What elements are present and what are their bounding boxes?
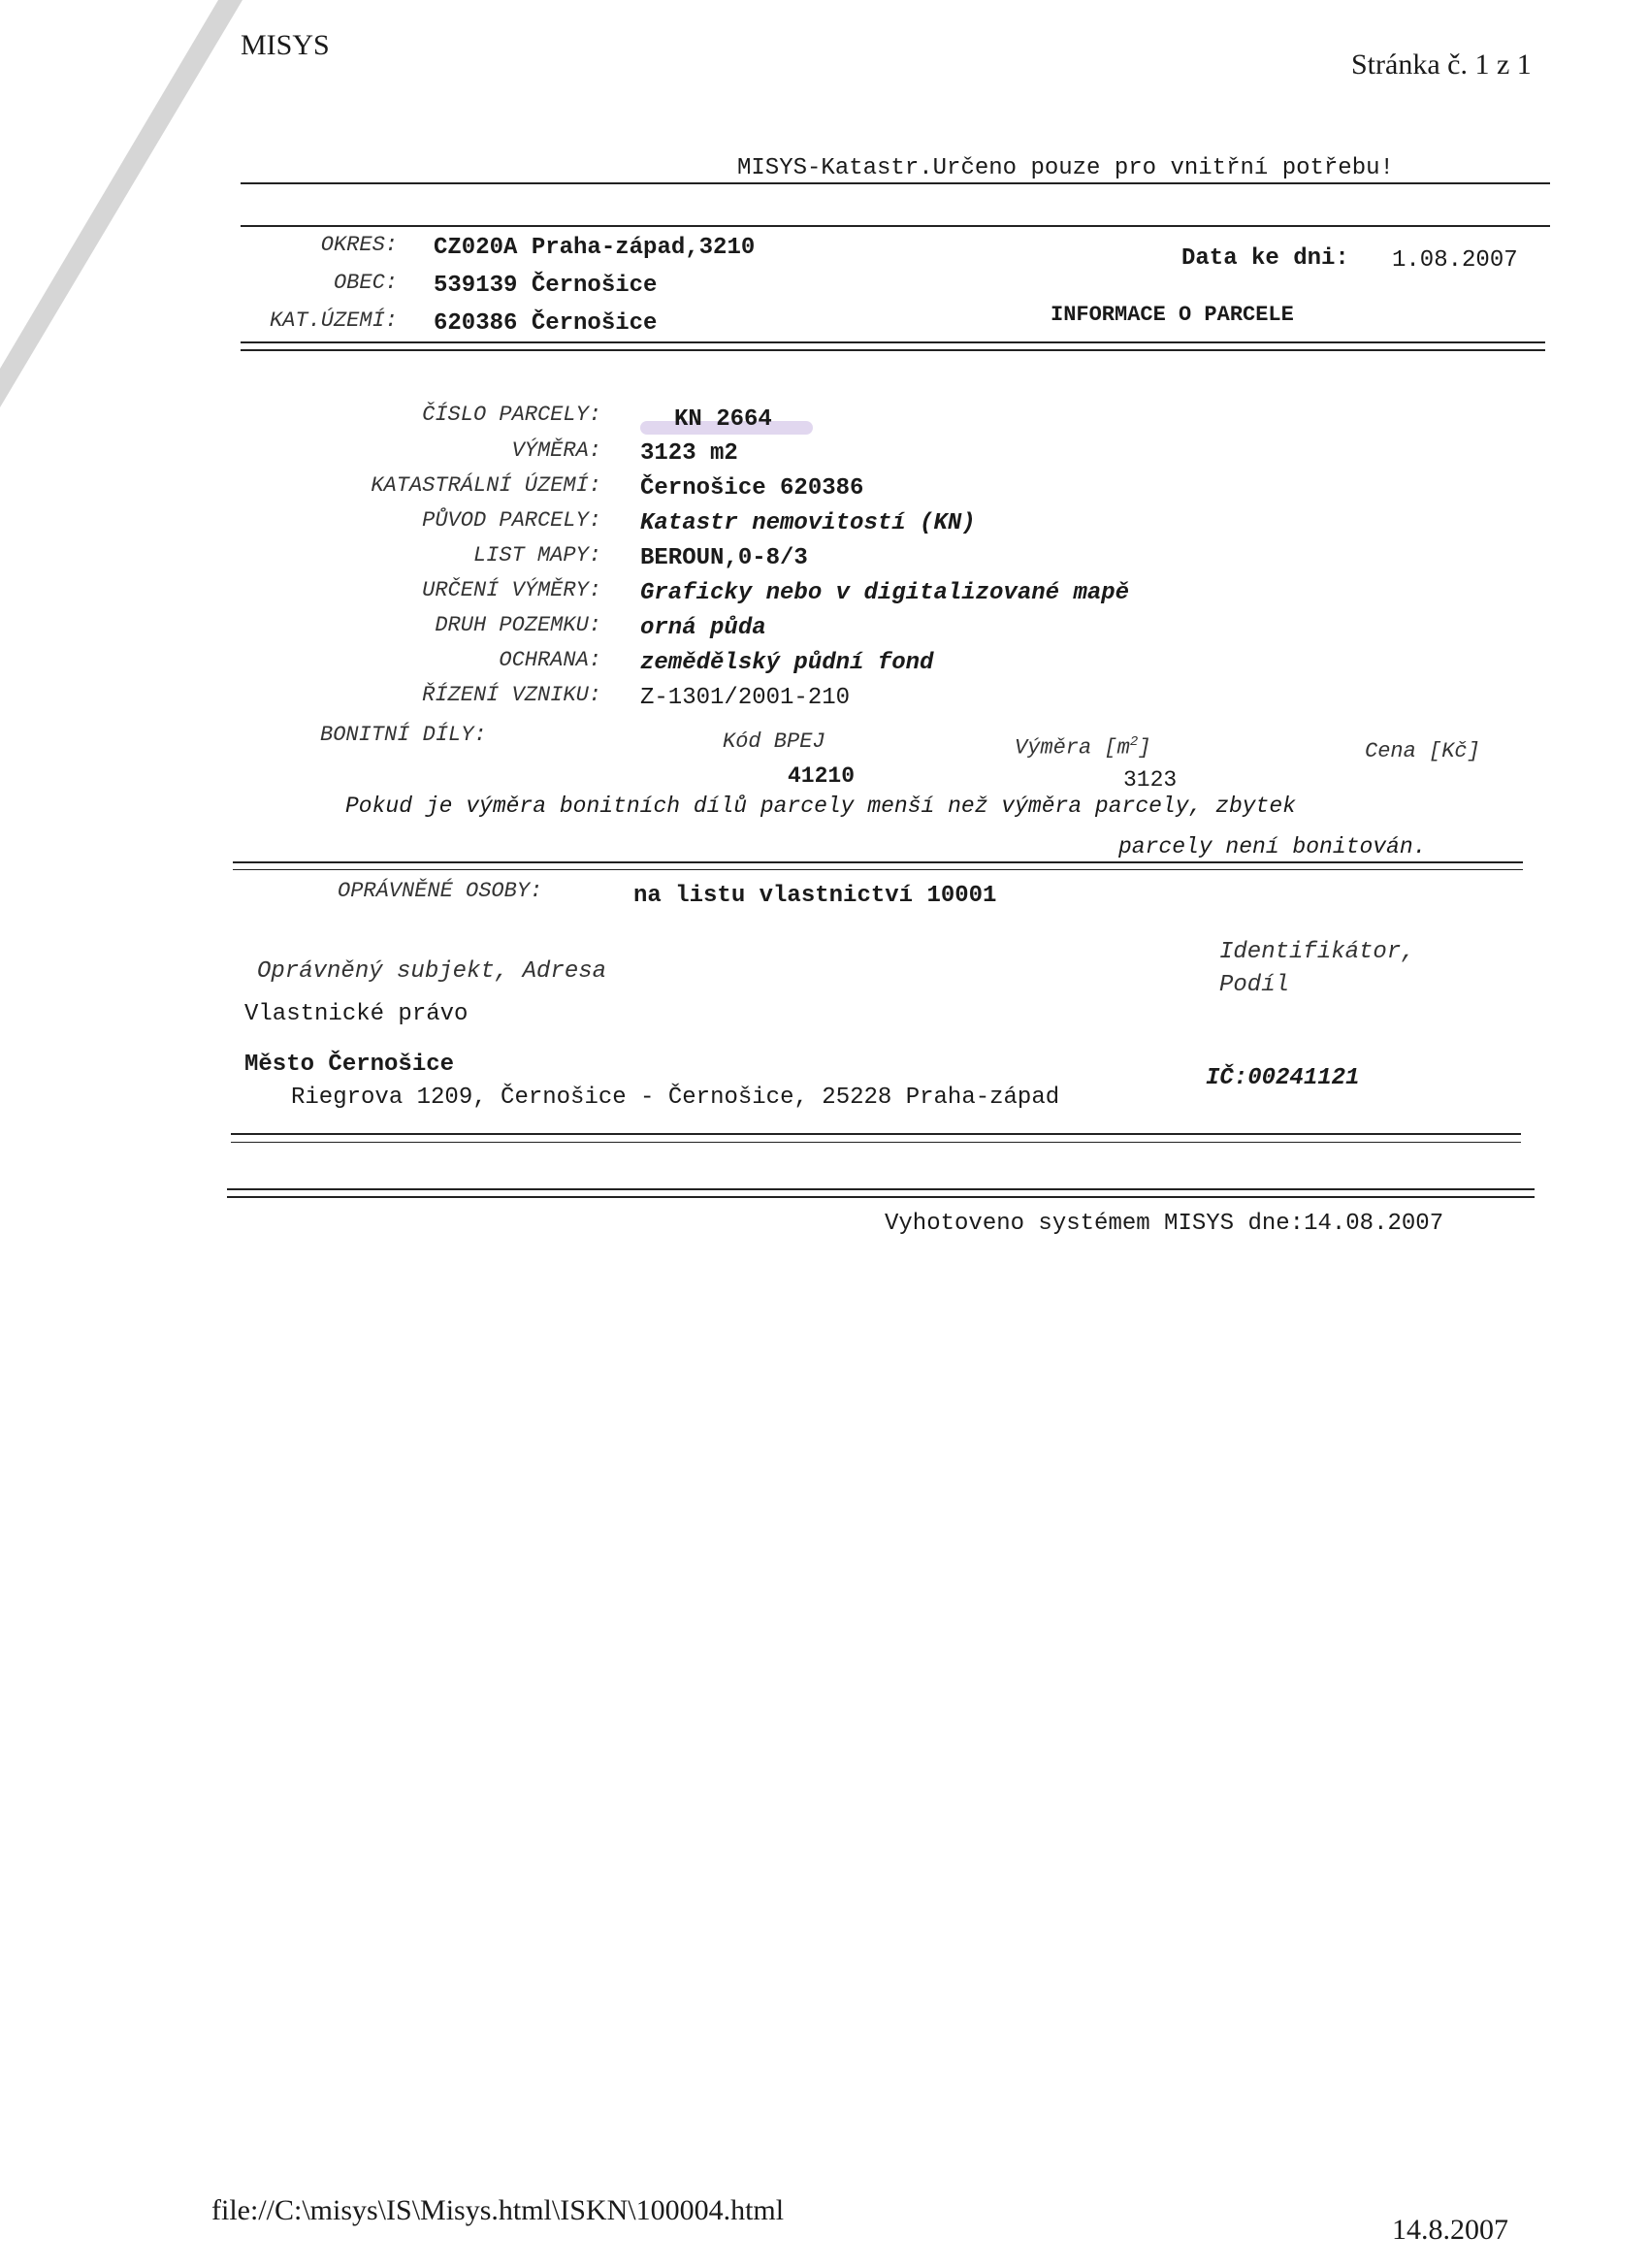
divider <box>241 182 1550 184</box>
origin-proceeding-label: ŘÍZENÍ VZNIKU: <box>422 683 601 707</box>
owner-id: IČ:00241121 <box>1206 1065 1360 1091</box>
protection-label: OCHRANA: <box>499 648 601 672</box>
col-cena: Cena [Kč] <box>1365 739 1480 763</box>
date-label: Data ke dni: <box>1181 245 1349 272</box>
origin-proceeding-value: Z-1301/2001-210 <box>640 685 851 711</box>
protection-value: zemědělský půdní fond <box>640 650 934 676</box>
col-kod-bpej: Kód BPEJ <box>723 729 825 754</box>
col-id-line1: Identifikátor, <box>1219 939 1415 965</box>
parcel-number-label: ČÍSLO PARCELY: <box>422 403 601 427</box>
divider-double-top <box>231 1133 1521 1135</box>
map-sheet-value: BEROUN,0-8/3 <box>640 545 808 571</box>
divider <box>241 225 1550 227</box>
disclaimer: MISYS-Katastr.Určeno pouze pro vnitřní potřebu! <box>737 155 1394 181</box>
owner-address: Riegrova 1209, Černošice - Černošice, 25228 Praha-západ <box>291 1085 1060 1111</box>
owners-value: na listu vlastnictví 10001 <box>633 883 997 909</box>
bonitni-label: BONITNÍ DÍLY: <box>320 723 487 747</box>
cadastral-area-value: Černošice 620386 <box>640 475 864 502</box>
divider-double-bottom <box>241 349 1545 351</box>
divider-double-top <box>227 1188 1535 1190</box>
land-type-value: orná půda <box>640 615 766 641</box>
generated-info: Vyhotoveno systémem MISYS dne:14.08.2007 <box>885 1211 1444 1237</box>
area-determination-label: URČENÍ VÝMĚRY: <box>422 578 601 602</box>
cadastral-area-label: KATASTRÁLNÍ ÚZEMÍ: <box>371 473 601 498</box>
bonitni-note-line1: Pokud je výměra bonitních dílů parcely menší než výměra parcely, zbytek <box>345 794 1296 819</box>
print-date: 14.8.2007 <box>1392 2214 1508 2246</box>
col-subject: Oprávněný subjekt, Adresa <box>257 958 607 985</box>
col-id-line2: Podíl <box>1219 972 1290 998</box>
divider-double-bottom <box>233 869 1523 870</box>
parcel-number-value: KN 2664 <box>674 406 772 433</box>
bonitni-note-line2: parcely není bonitován. <box>1118 834 1427 859</box>
divider-double-top <box>241 341 1545 343</box>
okres-label: OKRES: <box>320 233 398 257</box>
system-name: MISYS <box>241 29 330 61</box>
vymera-value: 3123 <box>1123 767 1178 793</box>
parcel-origin-label: PŮVOD PARCELY: <box>422 508 601 533</box>
kod-bpej-value: 41210 <box>788 763 856 789</box>
area-label: VÝMĚRA: <box>511 438 601 463</box>
area-determination-value: Graficky nebo v digitalizované mapě <box>640 580 1130 606</box>
land-type-label: DRUH POZEMKU: <box>435 613 601 637</box>
area-value: 3123 m2 <box>640 440 738 467</box>
map-sheet-label: LIST MAPY: <box>472 543 601 567</box>
page-fold <box>0 0 218 369</box>
kat-uzemi-label: KAT.ÚZEMÍ: <box>269 308 398 333</box>
divider-double-top <box>233 861 1523 863</box>
obec-label: OBEC: <box>333 271 398 295</box>
col-vymera: Výměra $[m^2]$ <box>1015 734 1151 761</box>
divider-double-bottom <box>231 1142 1521 1143</box>
parcel-origin-value: Katastr nemovitostí (KN) <box>640 510 976 536</box>
owner-name: Město Černošice <box>244 1052 455 1078</box>
file-path: file://C:\misys\IS\Misys.html\ISKN\100004.html <box>211 2194 785 2226</box>
page-info: Stránka č. 1 z 1 <box>1351 49 1532 81</box>
right-type: Vlastnické právo <box>244 1001 469 1027</box>
divider-double-bottom <box>227 1196 1535 1198</box>
section-title: INFORMACE O PARCELE <box>1051 303 1294 327</box>
obec-value: 539139 Černošice <box>434 273 658 299</box>
kat-uzemi-value: 620386 Černošice <box>434 310 658 337</box>
okres-value: CZ020A Praha-západ,3210 <box>434 235 756 261</box>
date-value: 1.08.2007 <box>1392 247 1518 274</box>
owners-label: OPRÁVNĚNÉ OSOBY: <box>338 879 543 903</box>
